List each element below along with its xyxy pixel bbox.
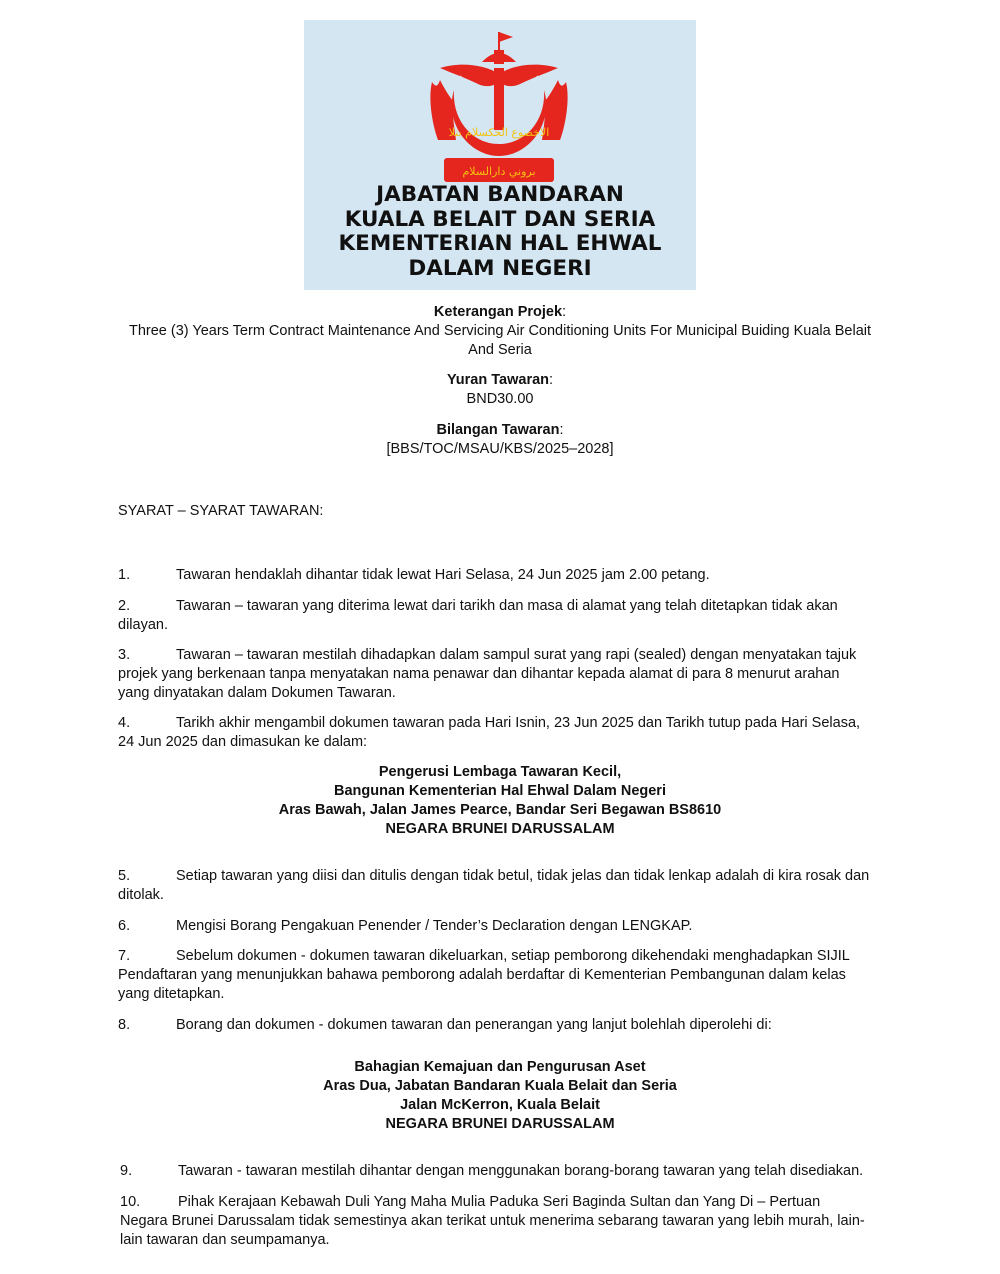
tender-number: Bilangan Tawaran: [BBS/TOC/MSAU/KBS/2025–2028] xyxy=(100,421,900,459)
svg-text:بروني دارالسلام: بروني دارالسلام xyxy=(462,165,536,178)
organization-name xyxy=(304,183,696,281)
condition-item: 1. Tawaran hendaklah dihantar tidak lewat Hari Selasa, 24 Jun 2025 jam 2.00 petang. xyxy=(118,567,710,583)
condition-item: 5. Setiap tawaran yang diisi dan ditulis dengan tidak betul, tidak jelas dan tidak lenkap adalah di kira rosak dan ditolak. xyxy=(118,868,870,903)
svg-text:الاخصوع الحكسلام بتلا: الاخصوع الحكسلام بتلا xyxy=(448,126,550,139)
org-line: KUALA BELAIT DAN SERIA xyxy=(344,206,656,232)
bilangan-label: Bilangan Tawaran xyxy=(436,422,560,438)
condition-item: 6. Mengisi Borang Pengakuan Penender / Tender’s Declaration dengan LENGKAP. xyxy=(118,918,693,934)
submission-address: Pengerusi Lembaga Tawaran Kecil, Bangunan Kementerian Hal Ehwal Dalam Negeri Aras Bawah, Jalan James Pearce, Bandar Seri Begawan BS8610 NEGARA BRUNEI DARUSSALAM xyxy=(278,764,722,837)
yuran-value: BND30.00 xyxy=(466,391,534,407)
condition-item: 8. Borang dan dokumen - dokumen tawaran dan penerangan yang lanjut bolehlah diperolehi di: xyxy=(118,1017,772,1033)
brunei-crest-icon xyxy=(414,28,584,188)
keterangan-label: Keterangan Projek xyxy=(433,304,563,320)
condition-item: 3. Tawaran – tawaran mestilah dihadapkan dalam sampul surat yang rapi (sealed) dengan menyatakan tajuk projek yang berkenaan tanpa menyatakan nama penawar dan dihantar kepada alamat di para 8 menurut arahan yang dinyatakan dalam Dokumen Tawaran. xyxy=(118,647,857,701)
condition-item: 9. Tawaran - tawaran mestilah dihantar dengan menggunakan borang-borang tawaran yang telah disediakan. xyxy=(120,1163,864,1179)
bilangan-value: [BBS/TOC/MSAU/KBS/2025–2028] xyxy=(386,441,614,457)
condition-item: 7. Sebelum dokumen - dokumen tawaran dikeluarkan, setiap pemborong dikehendaki menghadapkan SIJIL Pendaftaran yang menunjukkan bahawa pemborong adalah berdaftar di Kementerian Pembangunan dalam kelas yang ditetapkan. xyxy=(118,948,850,1002)
condition-item: 4. Tarikh akhir mengambil dokumen tawaran pada Hari Isnin, 23 Jun 2025 dan Tarikh tutup pada Hari Selasa, 24 Jun 2025 dan dimasukan ke dalam: xyxy=(118,715,861,750)
tender-fee: Yuran Tawaran: BND30.00 xyxy=(100,371,900,409)
header-logo-box xyxy=(304,20,696,290)
condition-item: 10. Pihak Kerajaan Kebawah Duli Yang Maha Mulia Paduka Seri Baginda Sultan dan Yang Di – Pertuan Negara Brunei Darussalam tidak semestinya akan terikat untuk menerima sebarang tawaran yang lebih murah, lain- lain tawaran dan seumpamanya. xyxy=(120,1194,865,1248)
keterangan-value-cont: And Seria xyxy=(468,342,532,358)
document-address: Bahagian Kemajuan dan Pengurusan Aset Aras Dua, Jabatan Bandaran Kuala Belait dan Seria Jalan McKerron, Kuala Belait NEGARA BRUNEI DARUSSALAM xyxy=(323,1059,677,1132)
org-line: JABATAN BANDARAN xyxy=(376,182,624,207)
project-description: Keterangan Projek: Three (3) Years Term Contract Maintenance And Servicing Air Conditioning Units For Municipal Buiding Kuala Belait And Seria xyxy=(100,303,900,360)
org-line: KEMENTERIAN HAL EHWAL xyxy=(338,231,662,256)
condition-item: 2. Tawaran – tawaran yang diterima lewat dari tarikh dan masa di alamat yang telah ditetapkan tidak akan dilayan. xyxy=(118,598,838,633)
yuran-label: Yuran Tawaran xyxy=(446,372,550,388)
org-line: DALAM NEGERI xyxy=(408,255,592,281)
conditions-heading: SYARAT – SYARAT TAWARAN: xyxy=(118,503,324,519)
keterangan-value: Three (3) Years Term Contract Maintenance And Servicing Air Conditioning Units For Municipal Buiding Kuala Belait xyxy=(128,323,872,339)
